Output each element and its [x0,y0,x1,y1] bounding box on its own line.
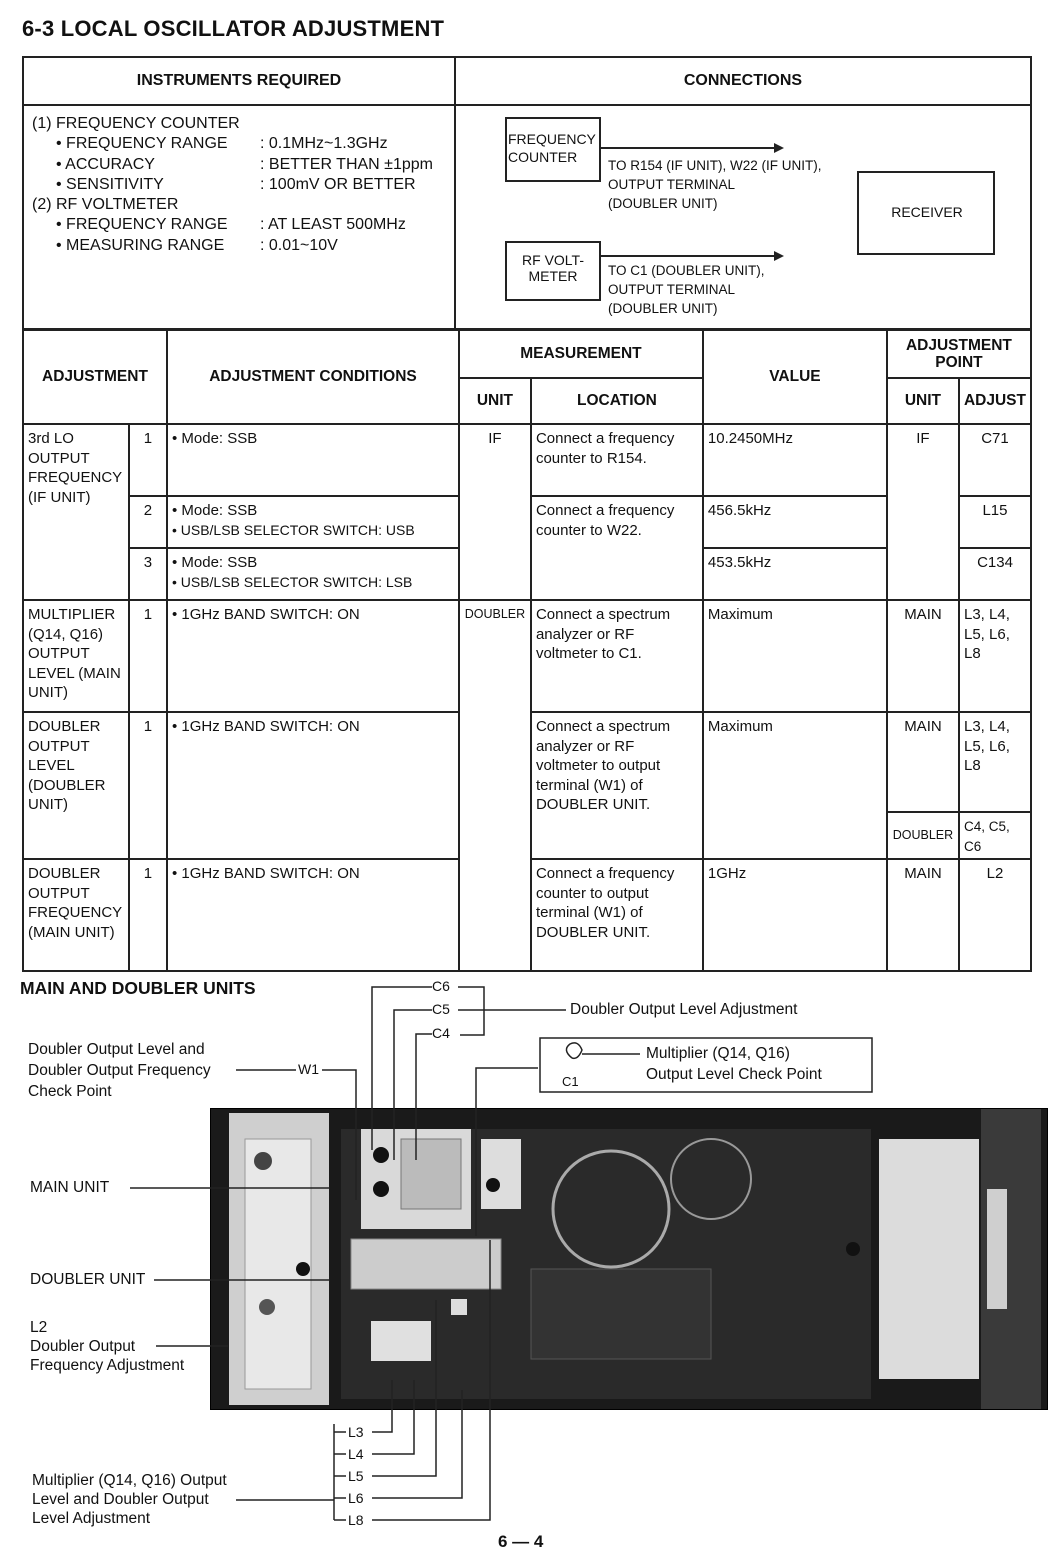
conn-label-1: TO R154 (IF UNIT), W22 (IF UNIT), OUTPUT TERMINAL (DOUBLER UNIT) [608,158,822,211]
label-l4: L4 [348,1446,364,1462]
col-adjustment-point: ADJUSTMENT POINT [887,330,1031,378]
value: Maximum [703,600,887,712]
point-adjust: C4, C5, C6 [959,812,1031,859]
step-number: 3 [129,548,167,600]
condition: • Mode: SSB [167,424,459,496]
location: Connect a frequency counter to output terminal (W1) of DOUBLER UNIT. [531,859,703,971]
conn-label-2: TO C1 (DOUBLER UNIT), OUTPUT TERMINAL (DOUBLER UNIT) [608,263,765,316]
label-multiplier-adj: Multiplier (Q14, Q16) Output Level and Doubler Output Level Adjustment [32,1472,227,1527]
point-unit: MAIN [887,600,959,712]
label-multiplier-check: Multiplier (Q14, Q16) Output Level Check Point [646,1045,822,1083]
col-point-adjust: ADJUST [959,378,1031,424]
adj-name: 3rd LO OUTPUT FREQUENCY (IF UNIT) [23,424,129,600]
col-location: LOCATION [531,378,703,424]
instr-item: • FREQUENCY RANGE : 0.1MHz~1.3GHz [56,135,388,153]
label-l5: L5 [348,1468,364,1484]
condition: • 1GHz BAND SWITCH: ON [167,712,459,859]
point-unit: IF [887,424,959,600]
label-l2: L2 Doubler Output Frequency Adjustment [30,1319,185,1374]
page-number: 6 — 4 [498,1532,544,1551]
label-doubler-output-level-adj: Doubler Output Level Adjustment [570,1001,798,1018]
receiver-box: RECEIVER [891,204,963,220]
label-doubler-unit: DOUBLER UNIT [30,1271,146,1288]
value: 456.5kHz [703,496,887,548]
location: Connect a spectrum analyzer or RF voltmeter to output terminal (W1) of DOUBLER UNIT. [531,712,703,859]
col-point-unit: UNIT [887,378,959,424]
col-conditions: ADJUSTMENT CONDITIONS [167,330,459,424]
step-number: 1 [129,600,167,712]
value: Maximum [703,712,887,859]
point-adjust: L3, L4, L5, L6, L8 [959,712,1031,812]
condition: • 1GHz BAND SWITCH: ON [167,600,459,712]
instr-item: • MEASURING RANGE : 0.01~10V [56,236,338,254]
location: Connect a frequency counter to W22. [531,496,703,600]
label-c5: C5 [432,1001,450,1017]
location: Connect a frequency counter to R154. [531,424,703,496]
condition: • 1GHz BAND SWITCH: ON [167,859,459,971]
connections-header: CONNECTIONS [455,57,1031,105]
point-adjust: C71 [959,424,1031,496]
instr-item: • ACCURACY : BETTER THAN ±1ppm [56,155,433,173]
adj-name: MULTIPLIER (Q14, Q16) OUTPUT LEVEL (MAIN UNIT) [23,600,129,712]
label-l8: L8 [348,1512,364,1528]
value: 1GHz [703,859,887,971]
col-measurement: MEASUREMENT [459,330,703,378]
label-c4: C4 [432,1025,450,1041]
point-unit: MAIN [887,712,959,812]
section-title: MAIN AND DOUBLER UNITS [20,978,256,998]
condition: • Mode: SSB • USB/LSB SELECTOR SWITCH: USB [167,496,459,548]
col-adjustment: ADJUSTMENT [23,330,167,424]
point-adjust: L15 [959,496,1031,548]
page-title: 6-3 LOCAL OSCILLATOR ADJUSTMENT [22,16,445,41]
instr-item: (1) FREQUENCY COUNTER [32,115,240,132]
adj-name: DOUBLER OUTPUT FREQUENCY (MAIN UNIT) [23,859,129,971]
point-unit: MAIN [887,859,959,971]
label-c6: C6 [432,978,450,994]
instr-item: • SENSITIVITY : 100mV OR BETTER [56,175,416,193]
step-number: 2 [129,496,167,548]
col-meas-unit: UNIT [459,378,531,424]
point-adjust: L3, L4, L5, L6, L8 [959,600,1031,712]
col-value: VALUE [703,330,887,424]
instr-item: (2) RF VOLTMETER [32,196,179,214]
label-w1: W1 [298,1061,319,1077]
meas-unit: IF [459,424,531,600]
instruments-header: INSTRUMENTS REQUIRED [23,57,455,105]
point-adjust: C134 [959,548,1031,600]
label-l3: L3 [348,1424,364,1440]
step-number: 1 [129,424,167,496]
frequency-counter-box: FREQUENCY COUNTER [508,131,596,165]
condition: • Mode: SSB • USB/LSB SELECTOR SWITCH: LSB [167,548,459,600]
value: 453.5kHz [703,548,887,600]
step-number: 1 [129,712,167,859]
value: 10.2450MHz [703,424,887,496]
label-main-unit: MAIN UNIT [30,1179,110,1196]
rf-voltmeter-box: RF VOLT- METER [522,252,584,284]
step-number: 1 [129,859,167,971]
label-w1-desc: Doubler Output Level and Doubler Output Frequency Check Point [28,1041,211,1100]
label-c1: C1 [562,1074,579,1089]
point-unit: DOUBLER [887,812,959,859]
instr-item: • FREQUENCY RANGE : AT LEAST 500MHz [56,216,406,234]
meas-unit: DOUBLER [459,600,531,971]
location: Connect a spectrum analyzer or RF voltmeter to C1. [531,600,703,712]
label-l6: L6 [348,1490,364,1506]
adj-name: DOUBLER OUTPUT LEVEL (DOUBLER UNIT) [23,712,129,859]
point-adjust: L2 [959,859,1031,971]
